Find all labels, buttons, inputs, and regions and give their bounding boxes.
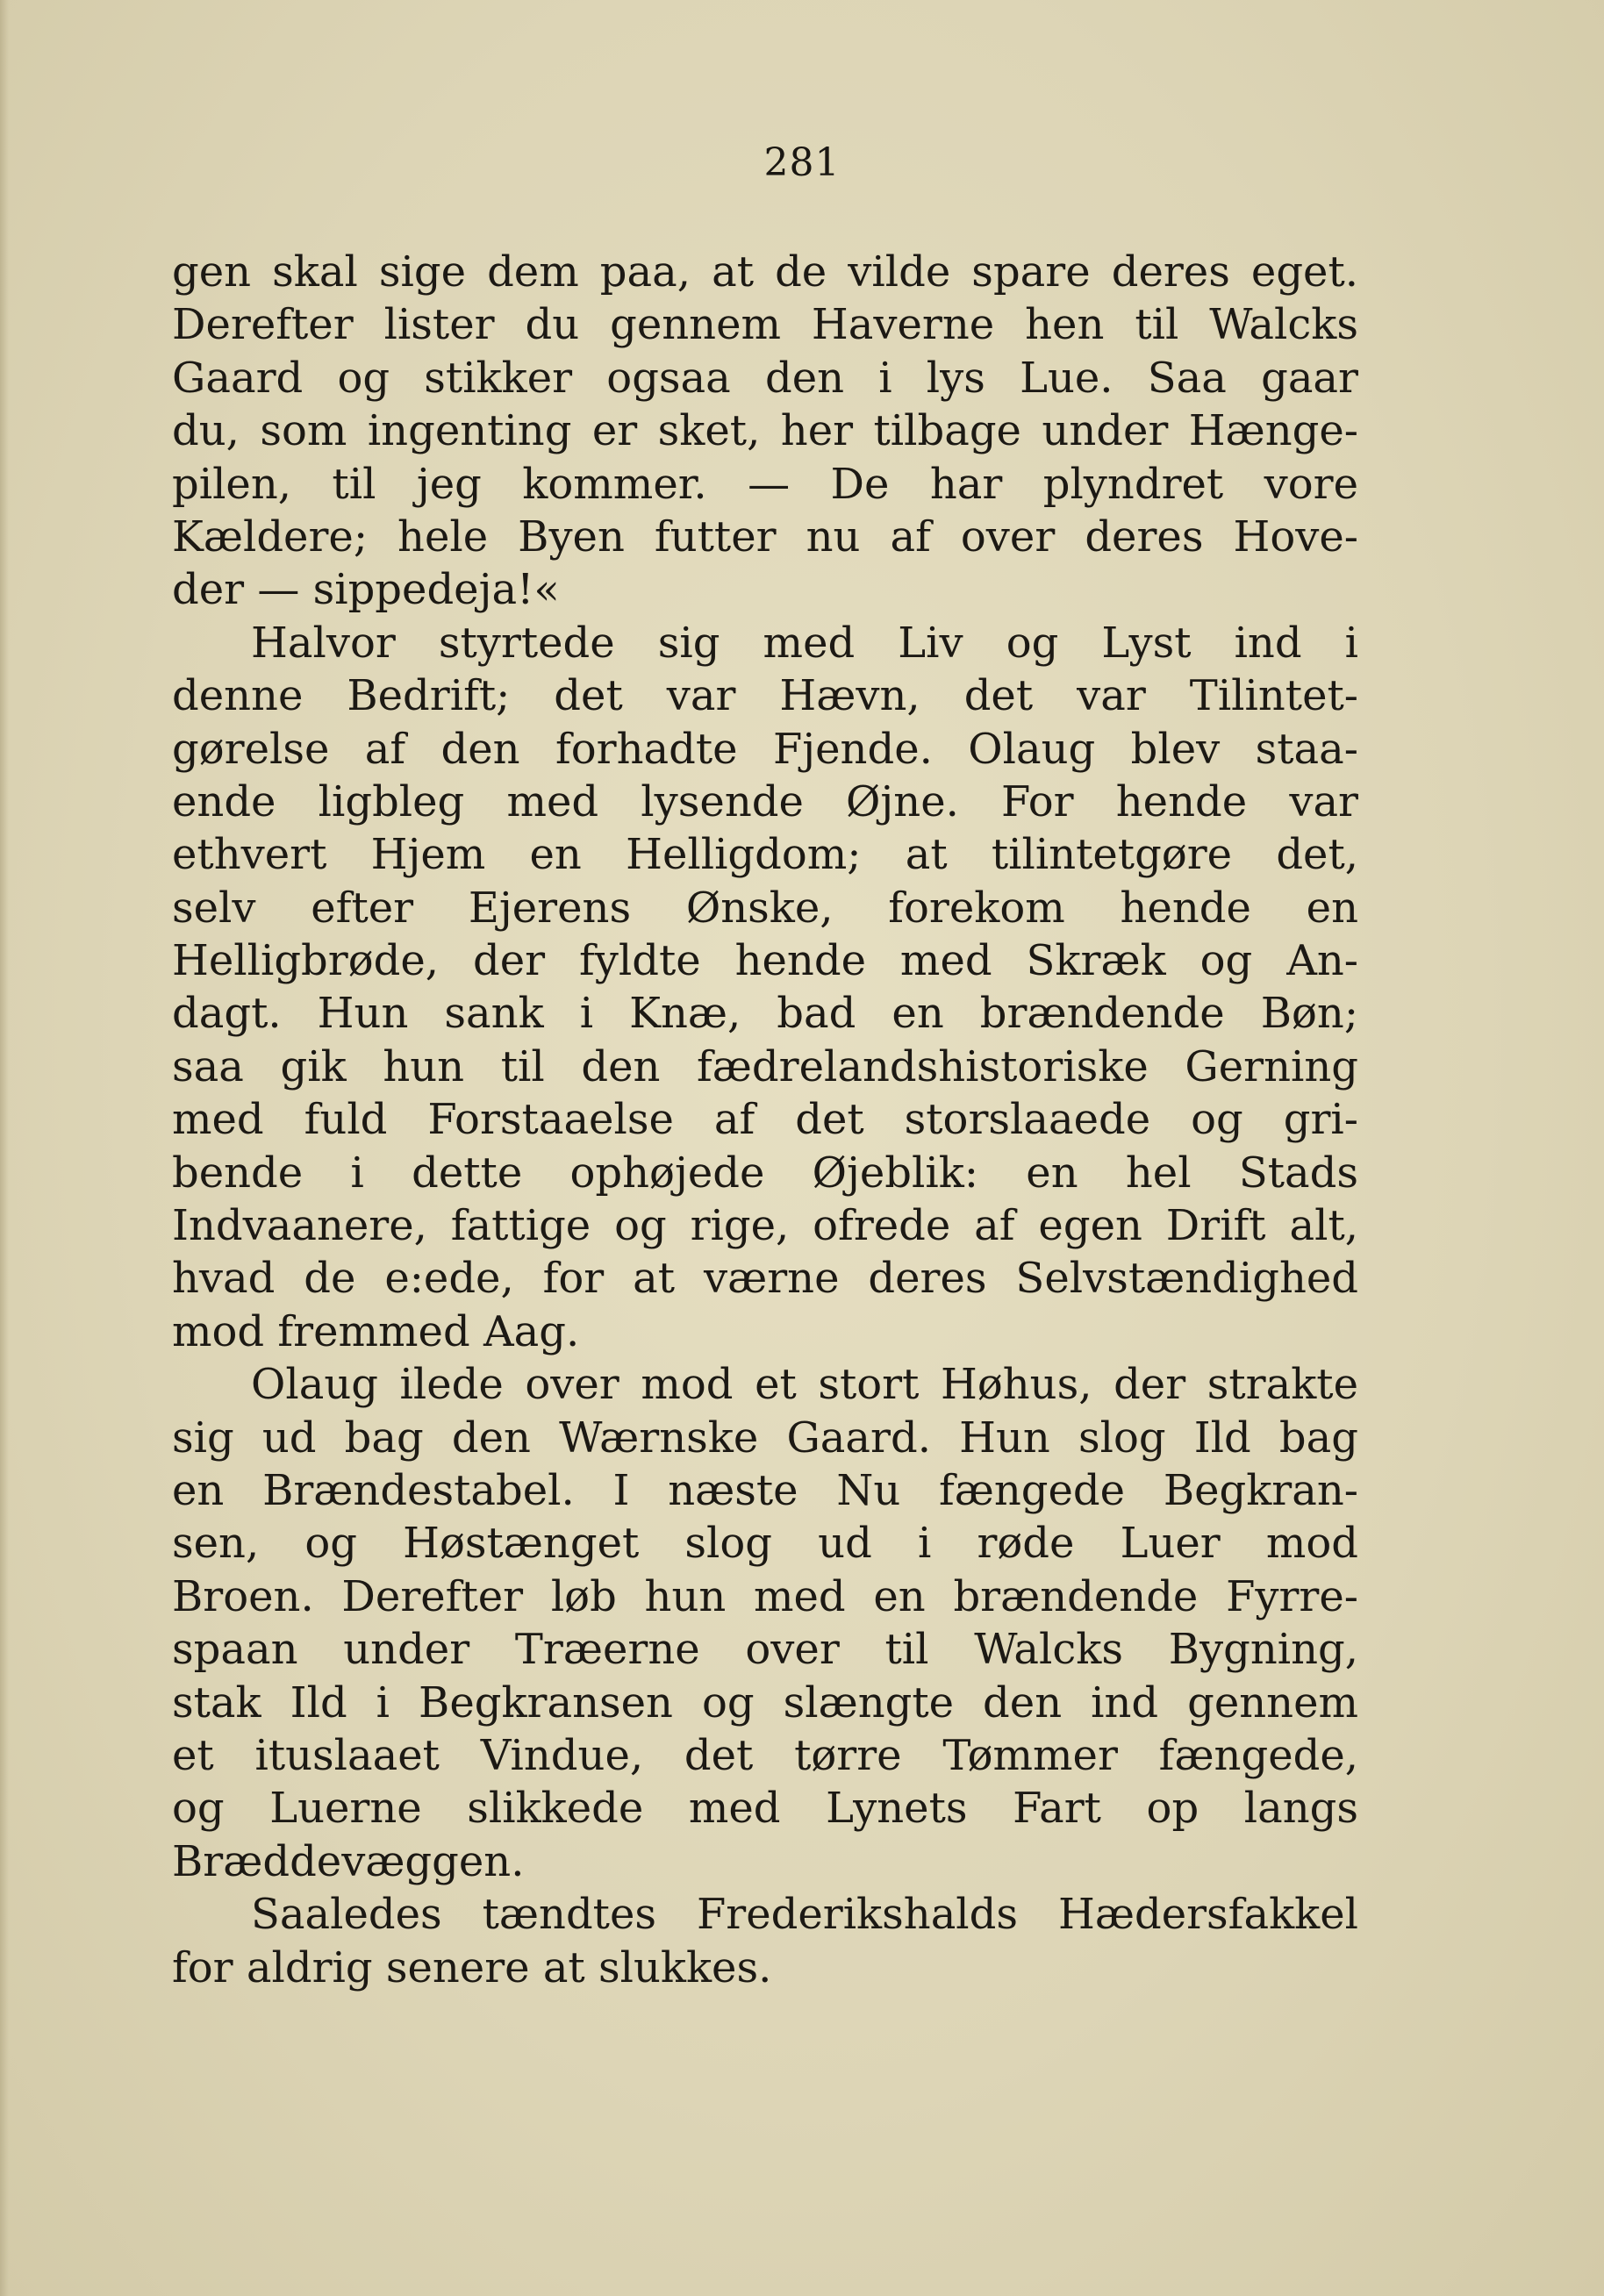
text-line: et ituslaaet Vindue, det tørre Tømmer fængede, (172, 1730, 1358, 1780)
text-line: Derefter lister du gennem Haverne hen til Walcks (172, 300, 1358, 350)
text-line: Helligbrøde, der fyldte hende med Skræk og An- (172, 936, 1358, 986)
page-edge-shadow (0, 0, 9, 2296)
text-line: du, som ingenting er sket, her tilbage under Hænge- (172, 406, 1358, 456)
text-line: selv efter Ejerens Ønske, forekom hende en (172, 883, 1358, 933)
text-line: mod fremmed Aag. (172, 1306, 580, 1356)
text-line: hvad de e:ede, for at værne deres Selvstændighed (172, 1254, 1358, 1304)
text-line: Kældere; hele Byen futter nu af over deres Hove- (172, 511, 1358, 561)
text-line: Gaard og stikker ogsaa den i lys Lue. Saa gaar (172, 353, 1358, 403)
text-line: der — sippedeja!« (172, 565, 560, 615)
text-line: for aldrig senere at slukkes. (172, 1942, 772, 1992)
text-line: Indvaanere, fattige og rige, ofrede af egen Drift alt, (172, 1201, 1358, 1251)
text-line: denne Bedrift; det var Hævn, det var Tilintet- (172, 671, 1358, 721)
text-line: Olaug ilede over mod et stort Høhus, der strakte (251, 1360, 1358, 1410)
text-line: Bræddevæggen. (172, 1836, 525, 1886)
text-line: sig ud bag den Wærnske Gaard. Hun slog Ild bag (172, 1413, 1358, 1463)
text-line: bende i dette ophøjede Øjeblik: en hel Stads (172, 1148, 1358, 1198)
body-text (172, 246, 1358, 1994)
text-line: og Luerne slikkede med Lynets Fart op langs (172, 1784, 1358, 1834)
text-line: dagt. Hun sank i Knæ, bad en brændende Bøn; (172, 989, 1358, 1039)
text-line: spaan under Træerne over til Walcks Bygning, (172, 1625, 1358, 1675)
text-line: ende ligbleg med lysende Øjne. For hende var (172, 776, 1358, 826)
text-line: Broen. Derefter løb hun med en brændende Fyrre- (172, 1571, 1358, 1621)
text-line: ethvert Hjem en Helligdom; at tilintetgøre det, (172, 830, 1358, 880)
text-line: sen, og Høstænget slog ud i røde Luer mod (172, 1519, 1358, 1569)
text-line: pilen, til jeg kommer. — De har plyndret vore (172, 459, 1358, 509)
text-line: Halvor styrtede sig med Liv og Lyst ind i (251, 618, 1358, 668)
text-line: gen skal sige dem paa, at de vilde spare deres eget. (172, 247, 1358, 297)
text-line: med fuld Forstaaelse af det storslaaede og gri- (172, 1095, 1358, 1145)
text-line: saa gik hun til den fædrelandshistoriske Gerning (172, 1041, 1358, 1091)
text-line: gørelse af den forhadte Fjende. Olaug blev staa- (172, 724, 1358, 774)
text-line: Saaledes tændtes Frederikshalds Hædersfakkel (251, 1890, 1358, 1940)
text-line: en Brændestabel. I næste Nu fængede Begkran- (172, 1465, 1358, 1515)
page-number: 281 (763, 140, 841, 185)
text-line: stak Ild i Begkransen og slængte den ind gennem (172, 1677, 1358, 1727)
